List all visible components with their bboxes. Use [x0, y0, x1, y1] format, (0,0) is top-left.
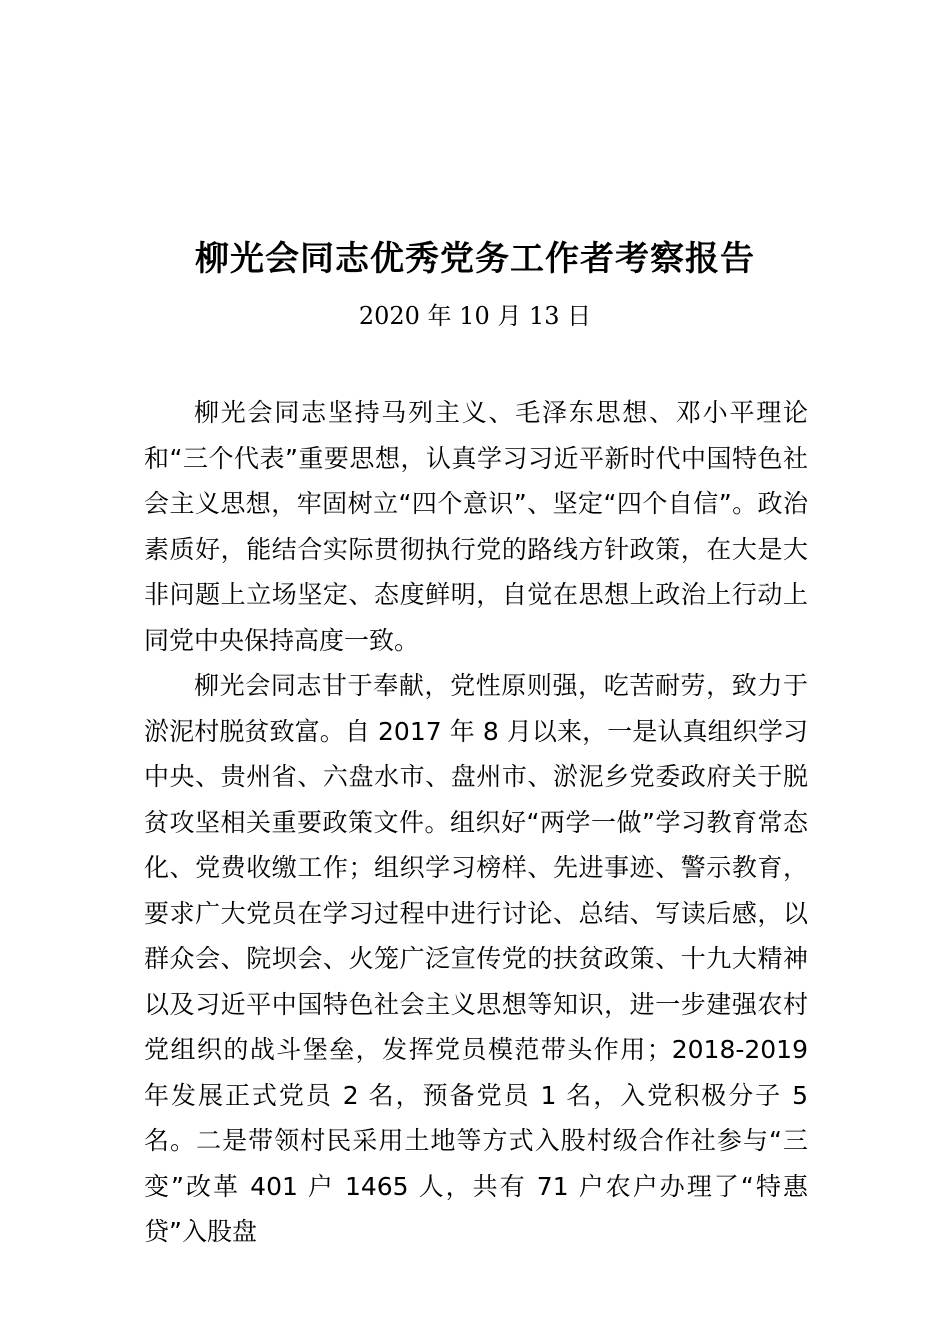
document-title: 柳光会同志优秀党务工作者考察报告: [195, 239, 755, 279]
document-date: 2020 年 10 月 13 日: [358, 302, 592, 330]
paragraph-2: 柳光会同志甘于奉献，党性原则强，吃苦耐劳，致力于淤泥村脱贫致富。自 2017 年 8 月以来，一是认真组织学习中央、贵州省、六盘水市、盘州市、淤泥乡党委政府关于脱贫攻坚相关重要政策文件。组织好“两学一做”学习教育常态化、党费收缴工作；组织学习榜样、先进事迹、警示教育， 要求广大党员在学习过程中进行讨论、总结、写读后感，以群众会、院坝会、火笼广泛宣传党的扶贫政策、十九大精神以及习近平中国特色社会主义思想等知识，进一步建强农村党组织的战斗堡垒，发挥党员模范带头作用；2018-2019 年发展正式党员 2 名，预备党员 1 名，入党积极分子 5 名。二是带领村民采用土地等方式入股村级合作社参与“三变”改革 401 户 1465 人，共有 71 户农户办理了“特惠贷”入股盘: [144, 671, 808, 1246]
paragraph-1: 柳光会同志坚持马列主义、毛泽东思想、邓小平理论和“三个代表”重要思想，认真学习习近平新时代中国特色社会主义思想，牢固树立“四个意识”、坚定“四个自信”。政治素质好，能结合实际贯彻执行党的路线方针政策，在大是大非问题上立场坚定、态度鲜明，自觉在思想上政治上行动上同党中央保持高度一致。: [144, 398, 808, 655]
document-body: [144, 390, 808, 1255]
